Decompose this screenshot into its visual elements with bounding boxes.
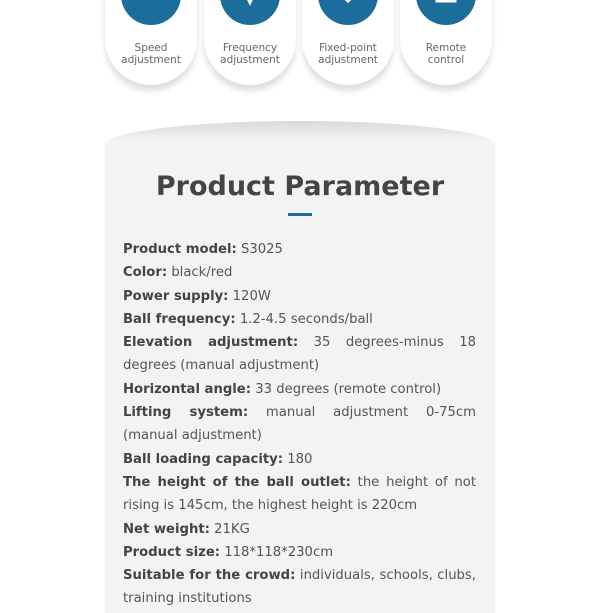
feature-label: Speed adjustment [121, 42, 181, 66]
frequency-icon [220, 0, 280, 25]
speed-icon [121, 0, 181, 25]
section-divider-shadow [105, 121, 495, 145]
feature-label: Fixed-point adjustment [318, 42, 378, 66]
param-product-size: Product size: 118*118*230cm [123, 544, 334, 560]
title-underline [288, 213, 312, 216]
feature-label: Frequency adjustment [220, 42, 280, 66]
param-product-model: Product model: S3025 [123, 242, 283, 257]
param-lifting-system: Lifting system: manual adjustment 0-75cm (manual adjustment) [123, 405, 476, 444]
parameter-list [123, 238, 476, 611]
feature-fixed-point [302, 0, 394, 85]
param-ball-frequency: Ball frequency: 1.2-4.5 seconds/ball [123, 311, 373, 327]
section-title: Product Parameter [155, 171, 445, 202]
fixed-point-icon [318, 0, 378, 25]
feature-label: Remote control [425, 42, 467, 66]
param-color: Color: black/red [123, 265, 233, 281]
feature-frequency [204, 0, 296, 85]
param-net-weight: Net weight: 21KG [123, 521, 250, 537]
param-power-supply: Power supply: 120W [123, 288, 271, 304]
param-horizontal-angle: Horizontal angle: 33 degrees (remote control) [123, 381, 442, 397]
feature-row [0, 0, 600, 100]
param-suitable-crowd: Suitable for the crowd: individuals, schools, clubs, training institutions [123, 568, 476, 607]
remote-control-icon [416, 0, 476, 25]
param-ball-outlet-height: The height of the ball outlet: the height of not rising is 145cm, the highest height is 220cm [123, 474, 476, 514]
feature-remote-control [400, 0, 492, 85]
param-ball-loading-capacity: Ball loading capacity: 180 [123, 451, 313, 467]
param-elevation-adjustment: Elevation adjustment: 35 degrees-minus 18 degrees (manual adjustment) [123, 335, 476, 374]
feature-speed [105, 0, 197, 85]
